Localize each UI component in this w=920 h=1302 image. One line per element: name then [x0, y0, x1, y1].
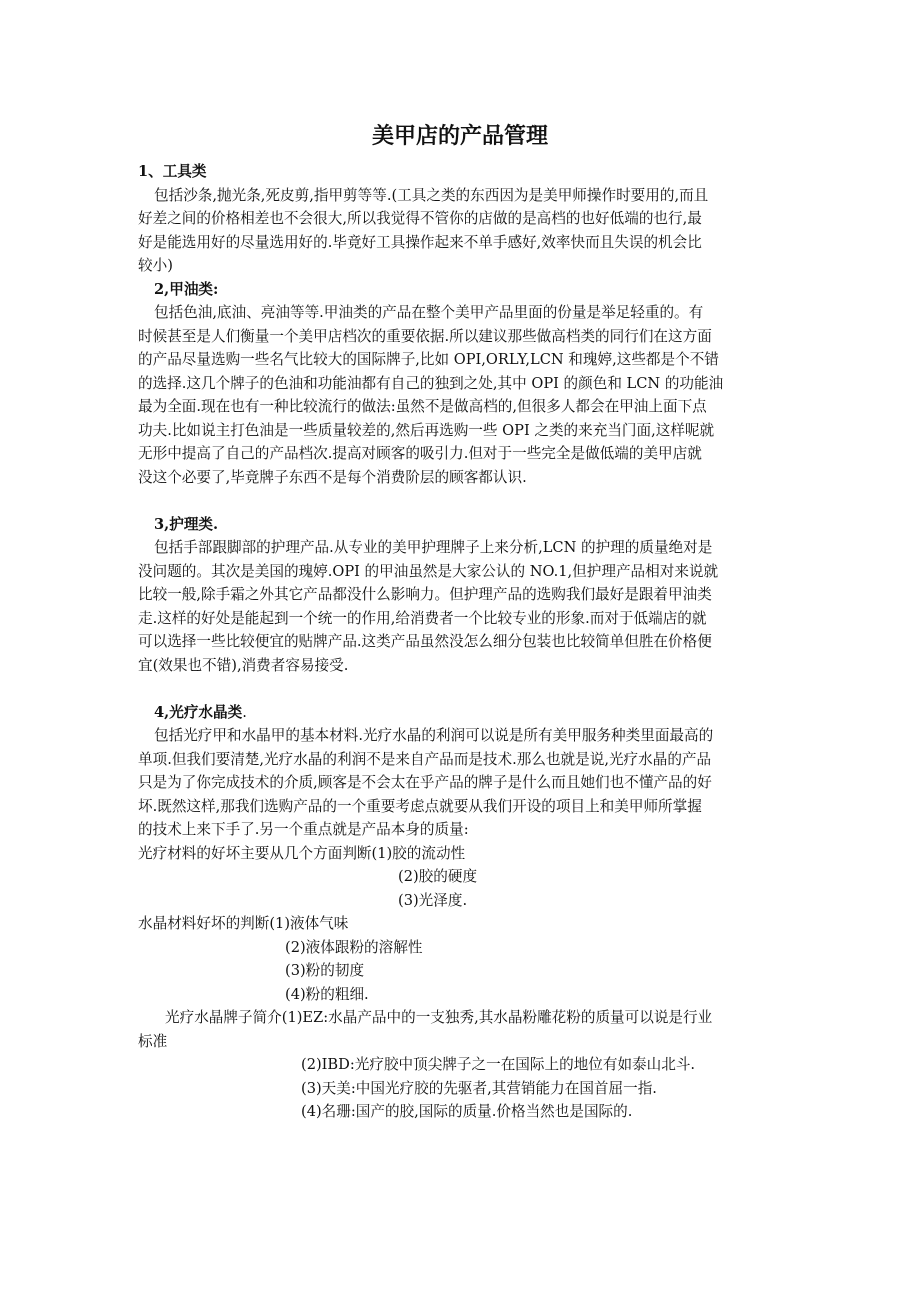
paragraph-line: 包括沙条,抛光条,死皮剪,指甲剪等等.(工具之类的东西因为是美甲师操作时要用的,而且	[154, 186, 709, 204]
paragraph-line: 包括光疗甲和水晶甲的基本材料.光疗水晶的利润可以说是所有美甲服务种类里面最高的	[154, 727, 714, 744]
gel-criteria-item: (2)胶的硬度	[398, 868, 478, 885]
paragraph-line: 较小)	[138, 257, 173, 274]
paragraph-line: 最为全面.现在也有一种比较流行的做法:虽然不是做高档的,但很多人都会在甲油上面下点	[138, 398, 707, 415]
brand-item: 光疗水晶牌子简介(1)EZ:水晶产品中的一支独秀,其水晶粉雕花粉的质量可以说是行业	[165, 1009, 713, 1026]
paragraph-line: 单项.但我们要清楚,光疗水晶的利润不是来自产品而是技术.那么也就是说,光疗水晶的产品	[138, 750, 712, 768]
page-title: 美甲店的产品管理	[371, 123, 548, 149]
section-heading-suffix: .	[242, 703, 247, 721]
spacer	[138, 489, 782, 513]
brand-item: (3)天美:中国光疗胶的先驱者,其营销能力在国首屈一指.	[301, 1079, 657, 1097]
spacer	[138, 677, 782, 701]
paragraph-line: 包括色油,底油、亮油等等.甲油类的产品在整个美甲产品里面的份量是举足轻重的。有	[154, 304, 704, 321]
paragraph-line: 比较一般,除手霜之外其它产品都没什么影响力。但护理产品的选购我们最好是跟着甲油类	[138, 586, 712, 603]
crystal-criteria-item: (4)粉的粗细.	[285, 985, 369, 1003]
brand-item: (4)名珊:国产的胶,国际的质量.价格当然也是国际的.	[301, 1103, 633, 1120]
section-heading-polish: 2,甲油类:	[154, 280, 219, 298]
paragraph-line: 的技术上来下手了.另一个重点就是产品本身的质量:	[138, 821, 469, 838]
paragraph-line: 没这个必要了,毕竟牌子东西不是每个消费阶层的顾客都认识.	[138, 468, 527, 486]
paragraph-line: 包括手部跟脚部的护理产品.从专业的美甲护理牌子上来分析,LCN 的护理的质量绝对是	[154, 539, 713, 556]
paragraph-line: 好差之间的价格相差也不会很大,所以我觉得不管你的店做的是高档的也好低端的也行,最	[138, 210, 702, 227]
section-heading-care: 3,护理类.	[154, 515, 219, 533]
document-body	[138, 160, 782, 1124]
paragraph-line: 无形中提高了自己的产品档次.提高对顾客的吸引力.但对于一些完全是做低端的美甲店就	[138, 445, 702, 462]
section-heading-tools: 1、工具类	[138, 163, 207, 180]
paragraph-line: 走.这样的好处是能起到一个统一的作用,给消费者一个比较专业的形象.而对于低端店的就	[138, 609, 707, 627]
paragraph-line: 的选择.这几个牌子的色油和功能油都有自己的独到之处,其中 OPI 的颜色和 LCN 的功能油	[138, 374, 724, 392]
section-heading-text: 4,光疗水晶类	[154, 703, 243, 721]
section-heading-gel-crystal	[138, 701, 782, 725]
paragraph-line: 可以选择一些比较便宜的贴牌产品.这类产品虽然没怎么细分包装也比较简单但胜在价格便	[138, 633, 712, 650]
gel-criteria-item: (3)光泽度.	[398, 891, 468, 909]
paragraph-line: 功夫.比如说主打色油是一些质量较差的,然后再选购一些 OPI 之类的来充当门面,这样呢就	[138, 421, 715, 439]
brand-item: (2)IBD:光疗胶中顶尖牌子之一在国际上的地位有如泰山北斗.	[301, 1056, 696, 1073]
paragraph-line: 时候甚至是人们衡量一个美甲店档次的重要依据.所以建议那些做高档类的同行们在这方面	[138, 327, 712, 345]
gel-criteria-item: 光疗材料的好坏主要从几个方面判断(1)胶的流动性	[138, 844, 466, 862]
crystal-criteria-item: 水晶材料好坏的判断(1)液体气味	[138, 915, 349, 932]
paragraph-line: 好是能选用好的尽量选用好的.毕竟好工具操作起来不单手感好,效率快而且失误的机会比	[138, 233, 702, 251]
paragraph-line: 没问题的。其次是美国的瑰婷.OPI 的甲油虽然是大家公认的 NO.1,但护理产品相对来说就	[138, 562, 719, 580]
crystal-criteria-item: (2)液体跟粉的溶解性	[285, 938, 423, 956]
paragraph-line: 的产品尽量选购一些名气比较大的国际牌子,比如 OPI,ORLY,LCN 和瑰婷,这些都是个不错	[138, 351, 719, 368]
paragraph-line: 宜(效果也不错),消费者容易接受.	[138, 656, 349, 674]
brand-item-continued: 标准	[138, 1032, 168, 1050]
paragraph-line: 坏.既然这样,那我们选购产品的一个重要考虑点就要从我们开设的项目上和美甲师所掌握	[138, 797, 702, 815]
crystal-criteria-item: (3)粉的韧度	[285, 962, 365, 979]
paragraph-line: 只是为了你完成技术的介质,顾客是不会太在乎产品的牌子是什么而且她们也不懂产品的好	[138, 774, 712, 791]
